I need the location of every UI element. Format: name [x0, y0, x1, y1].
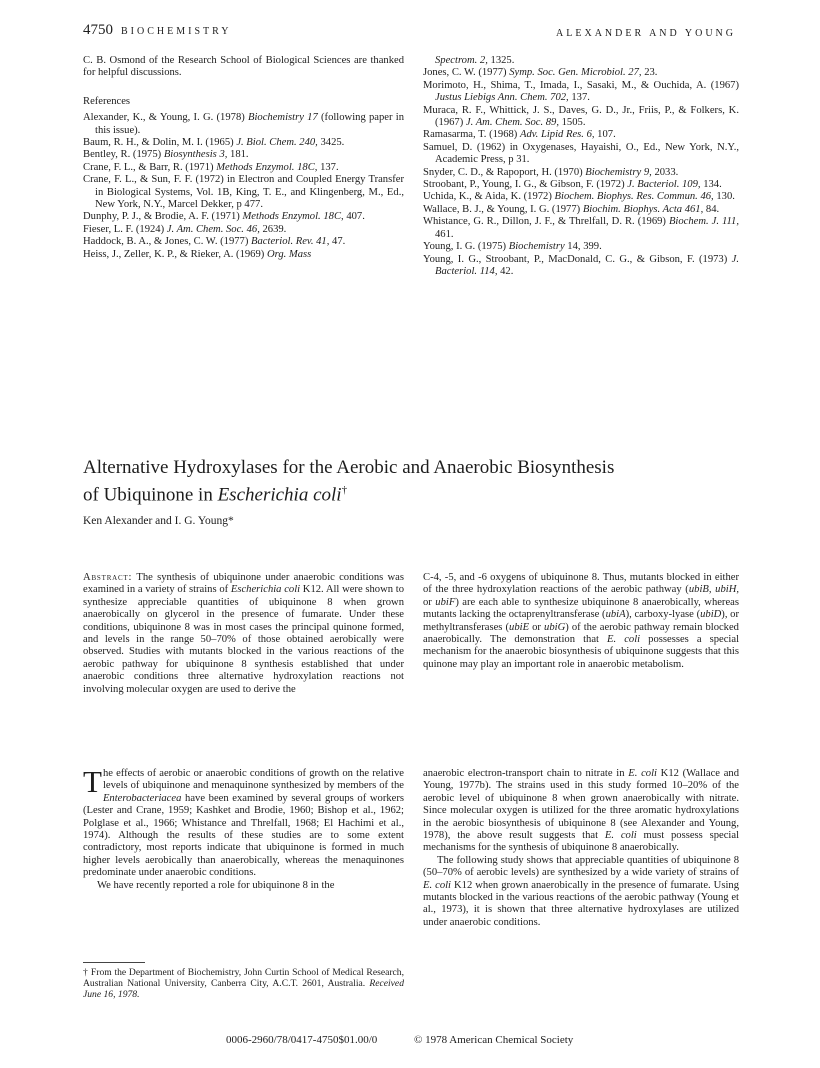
- abstract-right: [423, 572, 739, 671]
- reference-entry: Young, I. G., Stroobant, P., MacDonald, C. G., & Gibson, F. (1973) J. Bacteriol. 114, 42.: [423, 253, 739, 277]
- reference-entry: Crane, F. L., & Barr, R. (1971) Methods Enzymol. 18C, 137.: [83, 161, 339, 173]
- body-right-column: [423, 768, 739, 929]
- title-line-1: Alternative Hydroxylases for the Aerobic and Anaerobic Biosynthesis: [83, 457, 615, 478]
- abstract-text-left: The synthesis of ubiquinone under anaerobic conditions was examined in a variety of strains of Escherichia coli K12. All were shown to synthesize appreciable quantities of ubiquinone 8 when grown anaerobically on glycerol in the presence of fumarate. Under these conditions, ubiquinone 8 was in most cases the principal quinone formed, and levels in the range 50–70% of those obtained aerobically were observed. Studies with mutants blocked in the various reactions of the aerobic pathway for ubiquinone 8 synthesis established that under anaerobic conditions three alternative hydroxylation reactions not involving molecular oxygen are used to derive the: [83, 572, 404, 695]
- body-left-column: [83, 764, 404, 892]
- body-paragraph-4: The following study shows that appreciable quantities of ubiquinone 8 (50–70% of aerobic levels) are synthesized by a wide variety of strains of E. coli K12 when grown anaerobically in the presence of fumarate. Using mutants blocked in the various reactions of the aerobic pathway (Young et al., 1973), it is shown that three alternative hydroxylases are utilized under anaerobic conditions.: [423, 854, 739, 928]
- reference-entry: Stroobant, P., Young, I. G., & Gibson, F. (1972) J. Bacteriol. 109, 134.: [423, 179, 722, 191]
- authors: Ken Alexander and I. G. Young*: [83, 515, 234, 527]
- reference-entry: Muraca, R. F., Whittick, J. S., Daves, G. D., Jr., Friis, P., & Folkers, K. (1967) J. Am. Chem. Soc. 89, 1505.: [423, 104, 739, 129]
- abstract-text-right: C-4, -5, and -6 oxygens of ubiquinone 8. Thus, mutants blocked in either of the three hydroxylation reactions of the aerobic pathway (ubiB, ubiH, or ubiF) are each able to synthesize ubiquinone 8 anaerobically, whereas mutants lacking the octaprenyltransferase (ubiA), carboxy-lyase (ubiD), or methyltransferases (ubiE or ubiG) of the aerobic pathway remain blocked anaerobically. The demonstration that E. coli possesses a special mechanism for the anaerobic biosynthesis of ubiquinone suggests that this quinone may play an important role in anaerobic metabolism.: [423, 572, 740, 670]
- references-right-column: [423, 55, 739, 278]
- page-header: [83, 22, 231, 39]
- running-head: ALEXANDER AND YOUNG: [556, 28, 736, 39]
- reference-entry: Heiss, J., Zeller, K. P., & Rieker, A. (1969) Org. Mass: [83, 248, 312, 260]
- references-heading: References: [83, 95, 131, 107]
- body-paragraph-3: anaerobic electron-transport chain to nitrate in E. coli K12 (Wallace and Young, 1977b). The strains used in this study formed 10–20% of the aerobic level of ubiquinone 8 when grown anaerobically with nitrate. Since molecular oxygen is utilized for the three aromatic hydroxylations in the aerobic biosynthesis of ubiquinone 8 (see Alexander and Young, 1978), the above result suggests that E. coli must possess special mechanisms for the synthesis of ubiquinone 8 anaerobically.: [423, 768, 740, 854]
- title-line-2-text: of Ubiquinone in: [83, 484, 218, 506]
- body-paragraph-1: The effects of aerobic or anaerobic conditions of growth on the relative levels of ubiquinone and menaquinone synthesized by members of the Enterobacteriacea have been examined by several groups of workers (Lester and Crane, 1959; Kashket and Brodie, 1960; Bishop et al., 1962; Polglase et al., 1966; Whistance and Threlfall, 1968; El Hachimi et al., 1974). Although the results of these studies are to some extent contradictory, most reports indicate that ubiquinone is formed in much higher levels aerobically than anaerobically, whereas the menaquinones predominate under anaerobic conditions.: [83, 764, 404, 879]
- footnote: [83, 967, 404, 1000]
- reference-entry: Crane, F. L., & Sun, F. F. (1972) in Electron and Coupled Energy Transfer in Biological Systems, Vol. 1B, King, T. E., and Klingenberg, M., Ed., New York, N.Y., Marcel Dekker, p 477.: [83, 174, 404, 211]
- abstract-label: Abstract:: [83, 572, 133, 583]
- title-dagger: †: [341, 484, 348, 496]
- reference-entry: Bentley, R. (1975) Biosynthesis 3, 181.: [83, 149, 249, 161]
- reference-entry: Spectrom. 2, 1325.: [435, 55, 515, 66]
- reference-entry: Fieser, L. F. (1924) J. Am. Chem. Soc. 46, 2639.: [83, 223, 287, 235]
- reference-entry: Alexander, K., & Young, I. G. (1978) Biochemistry 17 (following paper in this issue).: [83, 112, 404, 136]
- reference-entry: Ramasarma, T. (1968) Adv. Lipid Res. 6, 107.: [423, 129, 616, 141]
- acknowledgment: C. B. Osmond of the Research School of Biological Sciences are thanked for helpful discussions.: [83, 55, 404, 79]
- title-line-2: [83, 479, 743, 506]
- references-left-column: [83, 55, 404, 261]
- journal-name: BIOCHEMISTRY: [121, 26, 232, 37]
- title-organism: Escherichia coli: [217, 484, 342, 506]
- article-title: [83, 457, 743, 506]
- reference-entry: Young, I. G. (1975) Biochemistry 14, 399.: [423, 241, 602, 253]
- reference-entry: Baum, R. H., & Dolin, M. I. (1965) J. Biol. Chem. 240, 3425.: [83, 137, 345, 149]
- reference-entry: Morimoto, H., Shima, T., Imada, I., Sasaki, M., & Ouchida, A. (1967) Justus Liebigs Ann. Chem. 702, 137.: [423, 79, 739, 104]
- footnote-rule: [83, 962, 145, 963]
- footer-code: 0006-2960/78/0417-4750$01.00/0: [226, 1034, 378, 1046]
- reference-list-right: [423, 55, 739, 278]
- footnote-affiliation: † From the Department of Biochemistry, John Curtin School of Medical Research, Australian National University, Canberra City, A.C.T. 2601, Australia.: [83, 967, 404, 989]
- reference-entry: Uchida, K., & Aida, K. (1972) Biochem. Biophys. Res. Commun. 46, 130.: [423, 191, 735, 203]
- reference-entry: Haddock, B. A., & Jones, C. W. (1977) Bacteriol. Rev. 41, 47.: [83, 236, 346, 248]
- reference-list-left: [83, 112, 404, 261]
- body-paragraph-2: We have recently reported a role for ubiquinone 8 in the: [97, 879, 335, 891]
- reference-entry: Jones, C. W. (1977) Symp. Soc. Gen. Microbiol. 27, 23.: [423, 67, 658, 79]
- reference-entry: Dunphy, P. J., & Brodie, A. F. (1971) Methods Enzymol. 18C, 407.: [83, 211, 365, 223]
- footnote-received: Received June 16, 1978.: [83, 978, 404, 1000]
- reference-entry: Wallace, B. J., & Young, I. G. (1977) Biochim. Biophys. Acta 461, 84.: [423, 203, 720, 215]
- reference-entry: Snyder, C. D., & Rapoport, H. (1970) Biochemistry 9, 2033.: [423, 166, 679, 178]
- reference-entry: Whistance, G. R., Dillon, J. F., & Threlfall, D. R. (1969) Biochem. J. 111, 461.: [423, 216, 739, 240]
- footer-copyright: © 1978 American Chemical Society: [414, 1034, 574, 1046]
- drop-cap: T: [83, 764, 102, 799]
- reference-entry: Samuel, D. (1962) in Oxygenases, Hayaishi, O., Ed., New York, N.Y., Academic Press, p 31.: [423, 141, 739, 166]
- page-number: 4750: [83, 22, 113, 38]
- abstract-left: [83, 572, 404, 696]
